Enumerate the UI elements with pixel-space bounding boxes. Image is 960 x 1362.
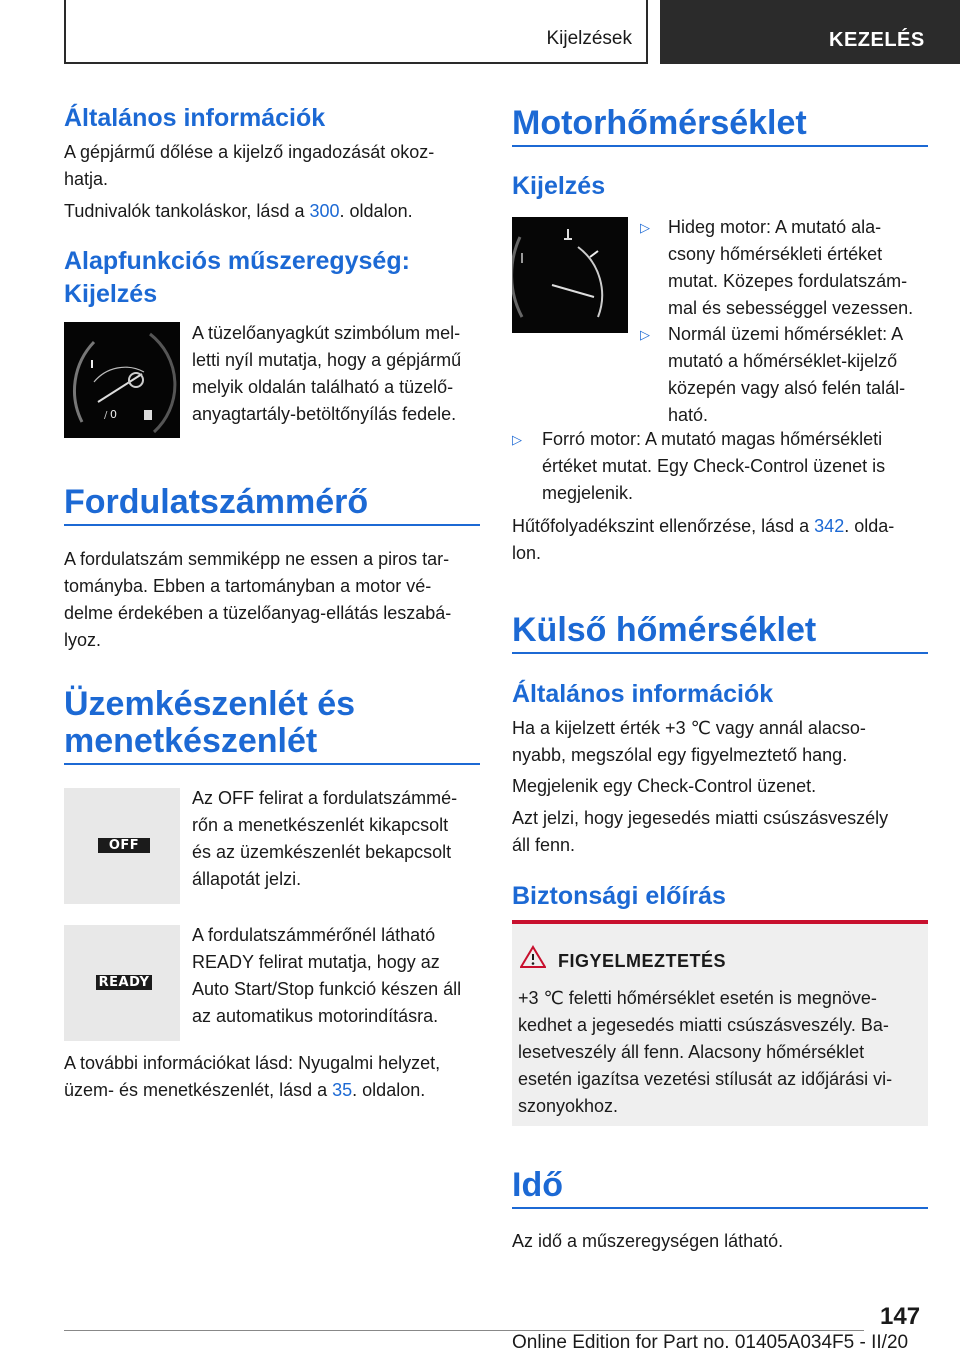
outside-temp-heading: Külső hőmérséklet (512, 611, 817, 649)
engine-temp-heading: Motorhőmérséklet (512, 104, 807, 142)
engine-display-heading: Kijelzés (512, 172, 606, 200)
warning-box (512, 920, 928, 1126)
tachometer-rule (64, 524, 480, 526)
outside-temp-rule (512, 652, 928, 654)
more-info-text-2: üzem- és menetkészenlét, lásd a 35. oldalon. (64, 1080, 426, 1100)
general-info-text-2: Tudnivalók tankoláskor, lásd a 300. oldalon. (64, 201, 413, 221)
time-heading: Idő (512, 1166, 563, 1204)
normal-text-3: közepén vagy alsó felén talál- (668, 378, 906, 398)
off-text-2: rőn a menetkészenlét kikapcsolt (192, 815, 449, 835)
outside-text-2: Megjelenik egy Check-Control üzenet. (512, 776, 817, 796)
cold-text-4: mal és sebességgel vezessen. (668, 298, 914, 318)
tacho-text-3: delme érdekében a tüzelőanyag-ellátás leszabá- (64, 603, 452, 623)
fuel-gauge-image (64, 322, 180, 438)
warning-title: FIGYELMEZTETÉS (558, 951, 727, 971)
svg-text:0: 0 (110, 408, 117, 421)
tacho-text-4: lyoz. (64, 630, 102, 650)
header-section-box (64, 0, 648, 64)
cold-text-2: csony hőmérsékleti értéket (668, 244, 883, 264)
page-link-35[interactable]: 35 (332, 1080, 353, 1100)
header-chapter-tab (660, 0, 960, 64)
time-rule (512, 1207, 928, 1209)
bullet-triangle-icon: ▷ (640, 327, 650, 342)
svg-text:/: / (104, 410, 108, 421)
outside-text-1: Ha a kijelzett érték +3 ℃ vagy annál alacso- (512, 718, 866, 738)
coolant-text-2: lon. (512, 543, 542, 563)
ready-badge: READY (96, 975, 152, 990)
bullet-triangle-icon: ▷ (640, 220, 650, 235)
warning-text-3: lesetveszély áll fenn. Alacsony hőmérséklet (518, 1042, 865, 1062)
off-badge: OFF (98, 838, 150, 853)
ready-display-image (64, 925, 180, 1041)
normal-text-1: Normál üzemi hőmérséklet: A (668, 324, 904, 344)
warning-text-4: esetén igazítsa vezetési stílusát az időjárási vi- (518, 1069, 893, 1089)
warning-triangle-icon (520, 945, 546, 969)
edition-text: Online Edition for Part no. 01405A034F5 - II/20 (512, 1332, 909, 1353)
outside-text-3: Azt jelzi, hogy jegesedés miatti csúszásveszély (512, 808, 889, 828)
warning-text-5: szonyokhoz. (518, 1096, 619, 1116)
header-section-title: Kijelzések (546, 28, 632, 49)
general-info-heading: Általános információk (64, 104, 326, 132)
off-text-1: Az OFF felirat a fordulatszámmé- (192, 788, 458, 808)
outside-general-heading: Általános információk (512, 680, 774, 708)
fuel-text-3: melyik oldalán található a tüzelő- (192, 377, 454, 397)
page-header (0, 0, 960, 66)
normal-text-2: mutató a hőmérséklet-kijelző (668, 351, 898, 371)
outside-text-1b: nyabb, megszólal egy figyelmeztető hang. (512, 745, 848, 765)
safety-heading: Biztonsági előírás (512, 882, 726, 910)
readiness-rule (64, 763, 480, 765)
cold-text-3: mutat. Közepes fordulatszám- (668, 271, 908, 291)
cold-text-1: Hideg motor: A mutató ala- (668, 217, 882, 237)
temperature-gauge-icon (512, 217, 628, 333)
hot-text-3: megjelenik. (542, 483, 634, 503)
tacho-text-2: tományba. Ebben a tartományban a motor vé- (64, 576, 432, 596)
temperature-gauge-image (512, 217, 628, 333)
fuel-text-4: anyagtartály-betöltőnyílás fedele. (192, 404, 457, 424)
page-number: 147 (880, 1303, 921, 1330)
ready-text-2: READY felirat mutatja, hogy az (192, 952, 440, 972)
more-info-text-1: A további információkat lásd: Nyugalmi helyzet, (64, 1053, 441, 1073)
basic-instrument-heading-1: Alapfunkciós műszeregység: (64, 247, 410, 275)
off-display-image (64, 788, 180, 904)
fuel-text-1: A tüzelőanyagkút szimbólum mel- (192, 323, 461, 343)
ready-text-1: A fordulatszámmérőnél látható (192, 925, 436, 945)
warning-text-1: +3 ℃ feletti hőmérséklet esetén is megnöve- (518, 988, 877, 1008)
page-link-300[interactable]: 300 (309, 201, 340, 221)
hot-text-2: értéket mutat. Egy Check-Control üzenet is (542, 456, 886, 476)
readiness-heading-2: menetkészenlét (64, 722, 318, 760)
page-link-342[interactable]: 342 (814, 516, 845, 536)
hot-text-1: Forró motor: A mutató magas hőmérsékleti (542, 429, 883, 449)
normal-text-4: ható. (668, 405, 709, 425)
header-chapter-title: KEZELÉS (829, 29, 925, 51)
outside-text-3b: áll fenn. (512, 835, 576, 855)
general-info-text-1: A gépjármű dőlése a kijelző ingadozását okoz- (64, 142, 435, 162)
general-info-text-1b: hatja. (64, 169, 109, 189)
off-text-4: állapotát jelzi. (192, 869, 302, 889)
readiness-heading-1: Üzemkészenlét és (64, 685, 356, 723)
fuel-gauge-icon (64, 322, 180, 438)
ready-text-4: az automatikus motorindításra. (192, 1006, 439, 1026)
footer-rule (64, 1330, 864, 1331)
tachometer-heading: Fordulatszámmérő (64, 483, 369, 521)
time-text: Az idő a műszeregységen látható. (512, 1231, 784, 1251)
ready-text-3: Auto Start/Stop funkció készen áll (192, 979, 462, 999)
off-text-3: és az üzemkészenlét bekapcsolt (192, 842, 452, 862)
basic-instrument-heading-2: Kijelzés (64, 280, 158, 308)
bullet-triangle-icon: ▷ (512, 432, 522, 447)
warning-text-2: kedhet a jegesedés miatti csúszásveszély. Ba- (518, 1015, 889, 1035)
coolant-text-1: Hűtőfolyadékszint ellenőrzése, lásd a 342. olda- (512, 516, 895, 536)
tacho-text-1: A fordulatszám semmiképp ne essen a piros tar- (64, 549, 450, 569)
engine-temp-rule (512, 145, 928, 147)
fuel-text-2: letti nyíl mutatja, hogy a gépjármű (192, 350, 462, 370)
warning-topline (512, 920, 928, 924)
